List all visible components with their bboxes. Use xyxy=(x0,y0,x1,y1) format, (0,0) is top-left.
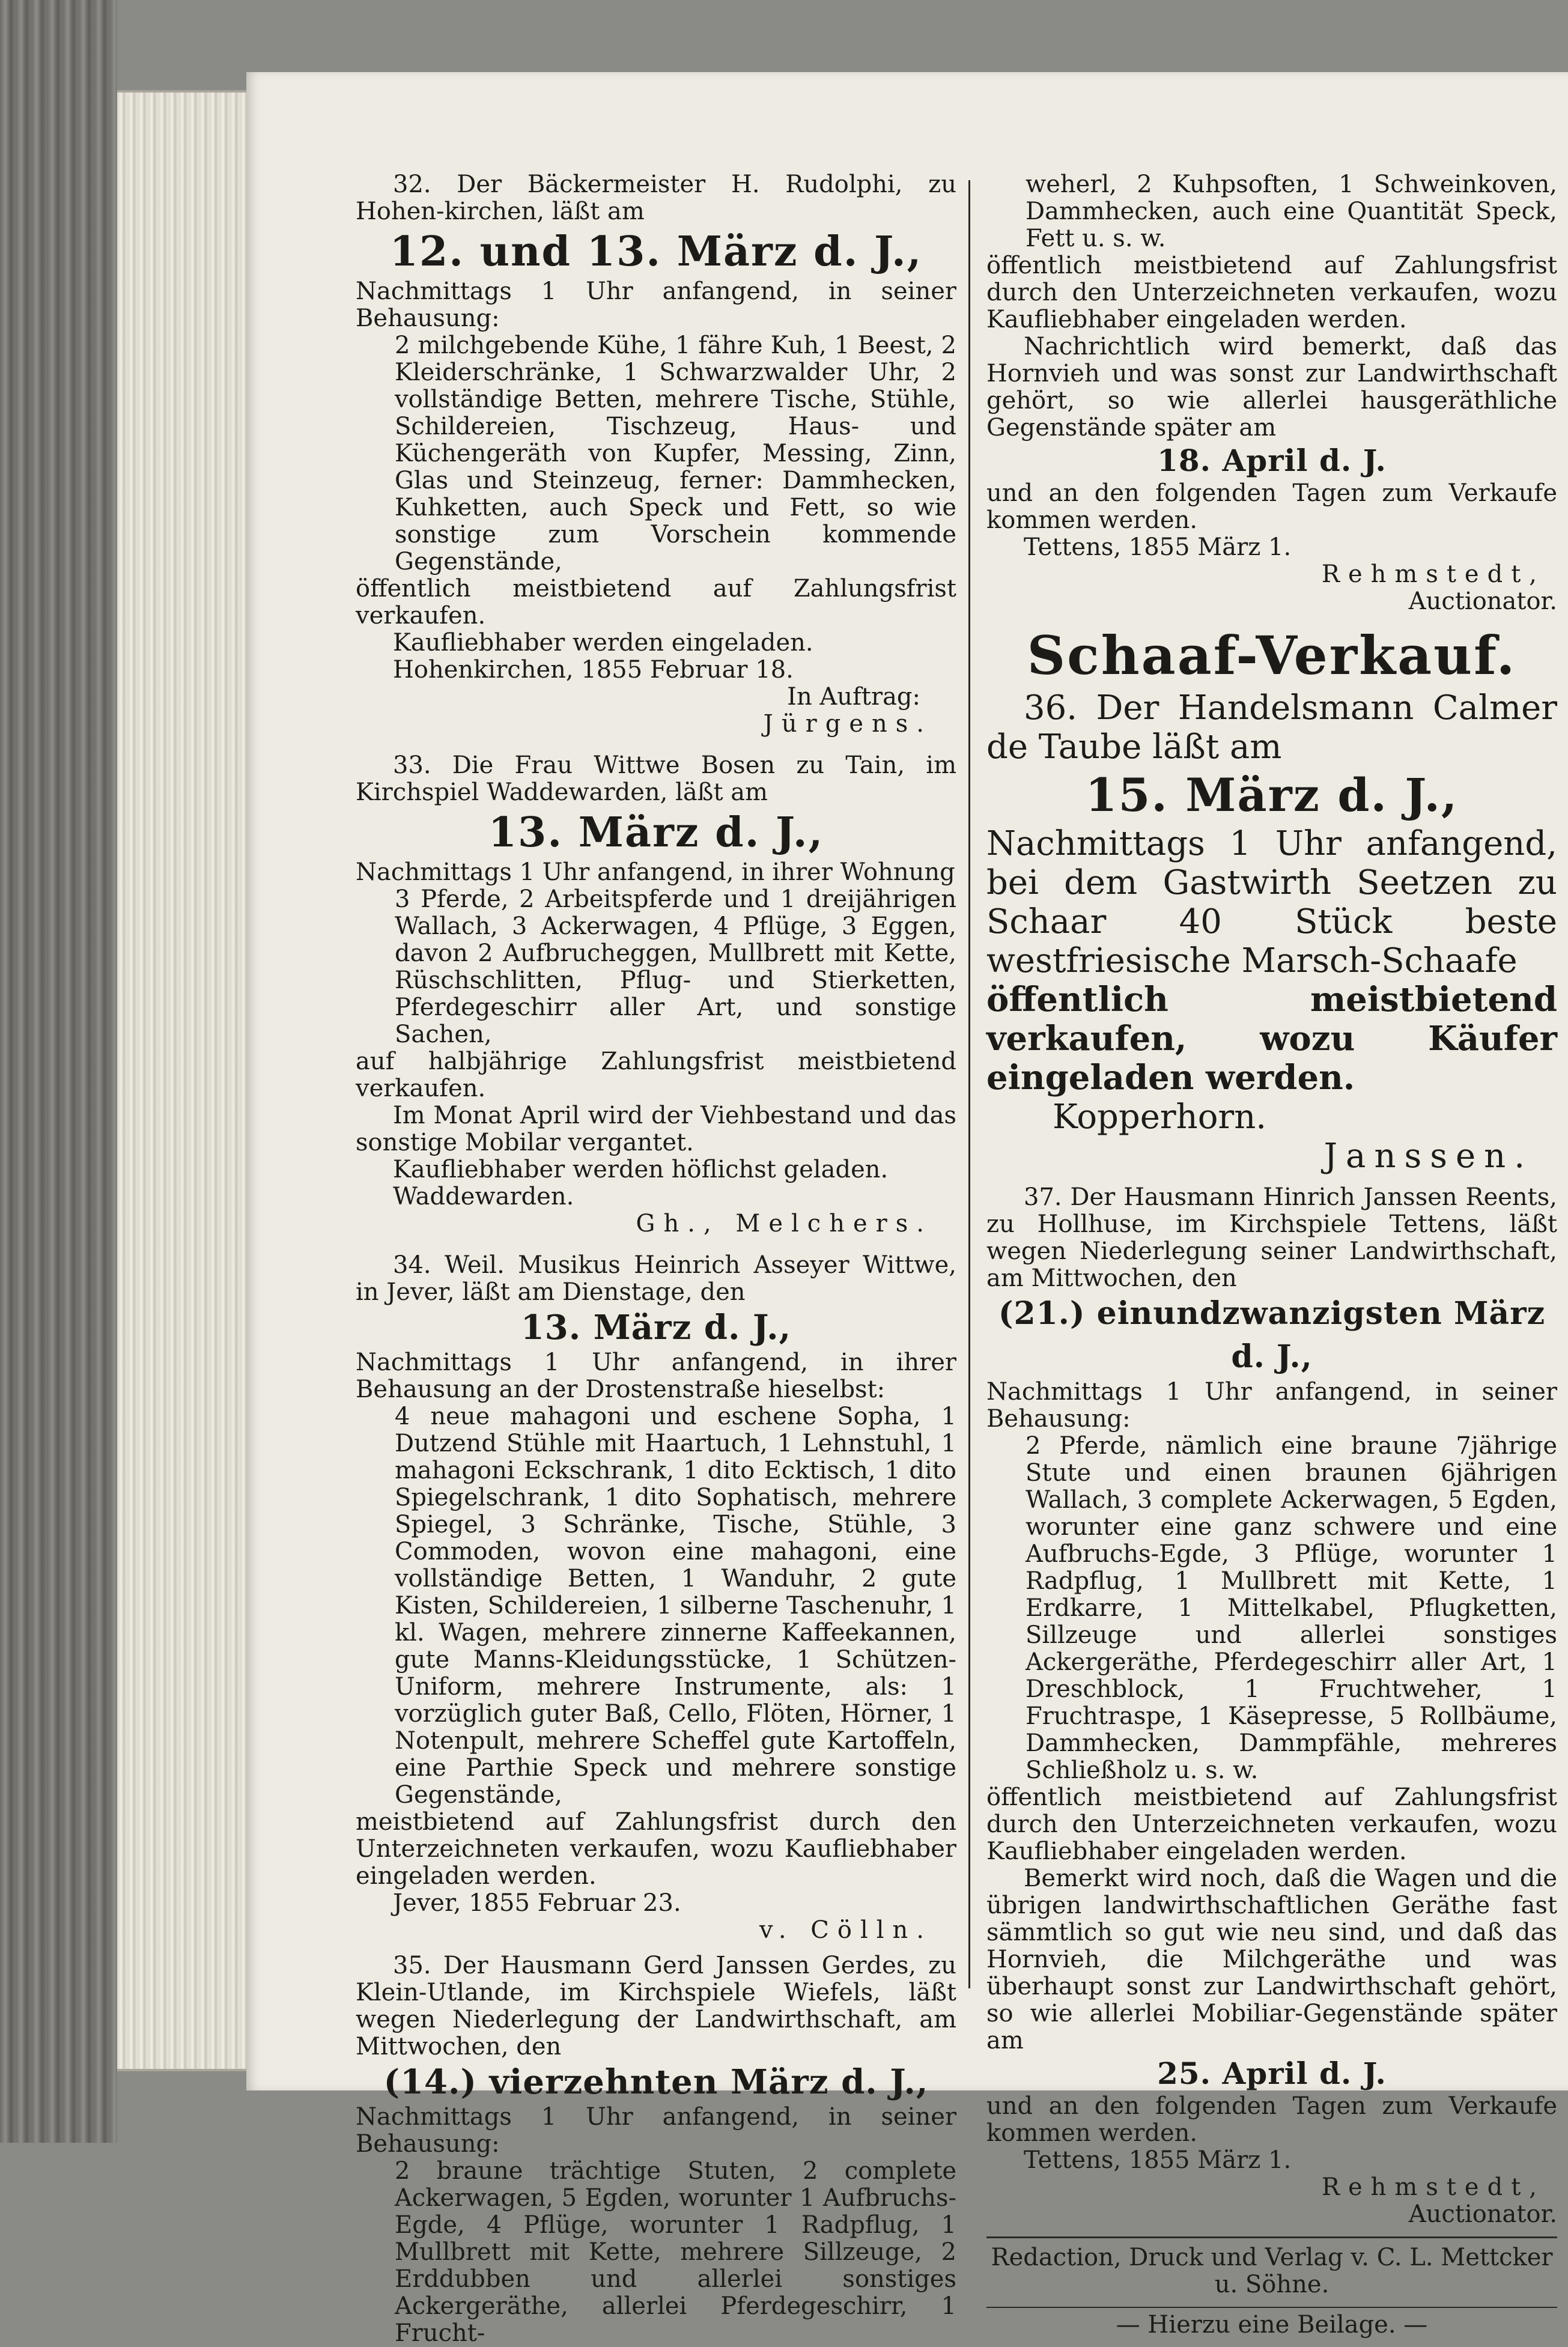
place-date: Tettens, 1855 März 1. xyxy=(1024,2146,1292,2174)
notice-intro: 36. Der Handelsmann Calmer de Taube läßt am xyxy=(986,688,1557,767)
notice-line: öffentlich meistbietend verkaufen, wozu Käufer eingeladen werden. xyxy=(986,980,1557,1098)
sale-date: (21.) einundzwanzigsten März d. J., xyxy=(998,1295,1546,1375)
sale-date: 18. April d. J. xyxy=(1157,443,1387,478)
footer-rule xyxy=(986,2307,1557,2308)
imprint: Redaction, Druck und Verlag v. C. L. Mettcker u. Söhne. xyxy=(991,2244,1553,2298)
notice-intro: 34. Weil. Musikus Heinrich Asseyer Wittwe, in Jever, läßt am Dienstage, den xyxy=(356,1251,956,1306)
notice-line: und an den folgenden Tagen zum Verkaufe kommen werden. xyxy=(986,479,1557,534)
signature: Rehmstedt, xyxy=(1321,560,1545,588)
left-column xyxy=(356,171,956,2347)
newspaper-page xyxy=(246,72,1568,2347)
sale-date: 15. März d. J., xyxy=(1085,768,1459,822)
item-list: weherl, 2 Kuhpsoften, 1 Schweinkoven, Dammhecken, auch eine Quantität Speck, Fett u. s. w. xyxy=(1026,171,1557,252)
notice-32 xyxy=(356,171,956,738)
footer-rule xyxy=(986,2236,1557,2238)
notice-line: öffentlich meistbietend auf Zahlungsfrist verkaufen. xyxy=(356,575,956,630)
right-column xyxy=(986,171,1557,2339)
notice-37 xyxy=(986,1184,1557,2228)
notice-line: Nachrichtlich wird bemerkt, daß das Hornvieh und was sonst zur Landwirthschaft gehört, so wie allerlei hausgeräthliche Gegenstände später am xyxy=(986,333,1557,442)
notice-line: Nachmittags 1 Uhr anfangend, in ihrer Wohnung xyxy=(356,858,955,886)
signature: Gh., Melchers. xyxy=(636,1210,932,1237)
notice-line: Nachmittags 1 Uhr anfangend, bei dem Gastwirth Seetzen zu Schaar 40 Stück beste westfriesische Marsch-Schaafe xyxy=(986,824,1557,980)
notice-line: auf halbjährige Zahlungsfrist meistbietend verkaufen. xyxy=(356,1048,956,1102)
item-list: 2 milchgebende Kühe, 1 fähre Kuh, 1 Beest, 2 Kleiderschränke, 1 Schwarzwalder Uhr, 2 vollständige Betten, mehrere Tische, Stühle, Schildereien, Tischzeug, Haus- und Küchengeräth von Kupfer, Messing, Zinn, Glas und Steinzeug, ferner: Dammhecken, Kuhketten, auch Speck und Fett, so wie sonstige zum Vorschein kommende Gegenstände, xyxy=(395,332,956,575)
notice-line: öffentlich meistbietend auf Zahlungsfrist durch den Unterzeichneten verkaufen, wozu Kaufliebhaber eingeladen werden. xyxy=(986,252,1557,333)
page-stack xyxy=(117,90,246,2071)
notice-line: Nachmittags 1 Uhr anfangend, in seiner Behausung: xyxy=(356,278,956,332)
notice-line: öffentlich meistbietend auf Zahlungsfrist durch den Unterzeichneten verkaufen, wozu Kaufliebhaber eingeladen werden. xyxy=(986,1784,1557,1865)
place-date: Kopperhorn. xyxy=(1053,1098,1267,1137)
column-divider xyxy=(968,180,970,1988)
item-list: 3 Pferde, 2 Arbeitspferde und 1 dreijährigen Wallach, 3 Ackerwagen, 4 Pflüge, 3 Eggen, davon 2 Aufbrucheggen, Mullbrett mit Kette, Rüschschlitten, Pflug- und Stierketten, Pferdegeschirr aller Art, und sonstige Sachen, xyxy=(395,885,956,1048)
signature: v. Cölln. xyxy=(759,1916,932,1944)
item-list: 4 neue mahagoni und eschene Sopha, 1 Dutzend Stühle mit Haartuch, 1 Lehnstuhl, 1 mahagoni Eckschrank, 1 dito Ecktisch, 1 dito Spiegelschrank, 1 dito Sophatisch, mehrere Spiegel, 3 Schränke, Tische, Stühle, 3 Commoden, wovon eine mahagoni, eine vollständige Betten, 1 Wanduhr, 2 gute Kisten, Schildereien, 1 silberne Taschenuhr, 1 kl. Wagen, mehrere zinnerne Kaffeekannen, gute Manns-Kleidungsstücke, 1 Schützen-Uniform, mehrere Instrumente, als: 1 vorzüglich guter Baß, Cello, Flöten, Hörner, 1 Notenpult, mehrere Scheffel gute Kartoffeln, eine Parthie Speck und mehrere sonstige Gegenstände, xyxy=(395,1403,956,1809)
signature: Janssen. xyxy=(1323,1137,1533,1176)
notice-line: Kaufliebhaber werden höflichst geladen. xyxy=(393,1156,889,1183)
headline: Schaaf-Verkauf. xyxy=(1027,624,1517,687)
sale-date: (14.) vierzehnten März d. J., xyxy=(383,2062,929,2102)
item-list: 2 Pferde, nämlich eine braune 7jährige Stute und einen braunen 6jährigen Wallach, 3 complete Ackerwagen, 5 Egden, worunter eine ganz schwere und eine Aufbruchs-Egde, 3 Pflüge, worunter 1 Radpflug, 1 Mullbrett mit Kette, 1 Erdkarre, 1 Mittelkabel, Pflugketten, Sillzeuge und allerlei sonstiges Ackergeräthe, Pferdegeschirr aller Art, 1 Dreschblock, 1 Fruchtweher, 1 Fruchtraspe, 1 Käsepresse, 5 Rollbäume, Dammhecken, Dammpfähle, mehreres Schließholz u. s. w. xyxy=(1026,1432,1557,1784)
auftrag-label: In Auftrag: xyxy=(787,683,920,711)
book-binding xyxy=(0,0,117,2143)
sale-date: 13. März d. J., xyxy=(488,809,824,857)
notice-33 xyxy=(356,752,956,1237)
notice-34 xyxy=(356,1252,956,1944)
place-date: Hohenkirchen, 1855 Februar 18. xyxy=(393,656,794,684)
place-date: Waddewarden. xyxy=(393,1183,574,1210)
notice-line: Nachmittags 1 Uhr anfangend, in seiner Behausung: xyxy=(356,2103,956,2158)
signature: Rehmstedt, xyxy=(1321,2173,1545,2201)
place-date: Jever, 1855 Februar 23. xyxy=(393,1889,681,1917)
place-date: Tettens, 1855 März 1. xyxy=(1024,533,1292,561)
sale-date: 25. April d. J. xyxy=(1157,2056,1387,2091)
item-list: 2 braune trächtige Stuten, 2 complete Ackerwagen, 5 Egden, worunter 1 Aufbruchs-Egde, 4 Pflüge, worunter 1 Radpflug, 1 Mullbrett mit Kette, mehrere Sillzeuge, 2 Erddubben und allerlei sonstiges Ackergeräthe, allerlei Pferdegeschirr, 1 Frucht- xyxy=(395,2157,956,2347)
notice-line: und an den folgenden Tagen zum Verkaufe kommen werden. xyxy=(986,2092,1557,2147)
notice-36 xyxy=(986,622,1557,1176)
sale-date: 12. und 13. März d. J., xyxy=(389,228,923,276)
notice-line: Bemerkt wird noch, daß die Wagen und die übrigen landwirthschaftlichen Geräthe fast sämmtlich so gut wie neu sind, und daß das Hornvieh, die Milchgeräthe und was überhaupt sonst zur Landwirthschaft gehört, so wie allerlei Mobiliar-Gegenstände später am xyxy=(986,1865,1557,2054)
signature: Jürgens. xyxy=(763,710,932,738)
sale-date: 13. März d. J., xyxy=(520,1308,792,1347)
signature-title: Auctionator. xyxy=(1408,2200,1557,2228)
signature-title: Auctionator. xyxy=(1408,588,1557,615)
notice-line: Im Monat April wird der Viehbestand und das sonstige Mobilar vergantet. xyxy=(356,1102,956,1156)
notice-35 xyxy=(356,1952,956,2347)
notice-line: Nachmittags 1 Uhr anfangend, in ihrer Behausung an der Drostenstraße hieselbst: xyxy=(356,1349,956,1403)
notice-intro: 32. Der Bäckermeister H. Rudolphi, zu Hohen-kirchen, läßt am xyxy=(356,171,956,225)
notice-intro: 35. Der Hausmann Gerd Janssen Gerdes, zu Klein-Utlande, im Kirchspiele Wiefels, läßt wegen Niederlegung der Landwirthschaft, am Mittwochen, den xyxy=(356,1952,956,2060)
supplement-note: — Hierzu eine Beilage. — xyxy=(1116,2311,1428,2339)
notice-intro: 37. Der Hausmann Hinrich Janssen Reents, zu Hollhuse, im Kirchspiele Tettens, läßt wegen Niederlegung seiner Landwirthschaft, am Mittwochen, den xyxy=(986,1183,1557,1292)
notice-line: meistbietend auf Zahlungsfrist durch den Unterzeichneten verkaufen, wozu Kaufliebhaber eingeladen werden. xyxy=(356,1808,956,1890)
notice-line: Nachmittags 1 Uhr anfangend, in seiner Behausung: xyxy=(986,1378,1557,1433)
notice-line: Kaufliebhaber werden eingeladen. xyxy=(393,629,813,657)
notice-35-continued xyxy=(986,171,1557,615)
notice-intro: 33. Die Frau Wittwe Bosen zu Tain, im Kirchspiel Waddewarden, läßt am xyxy=(356,751,956,806)
